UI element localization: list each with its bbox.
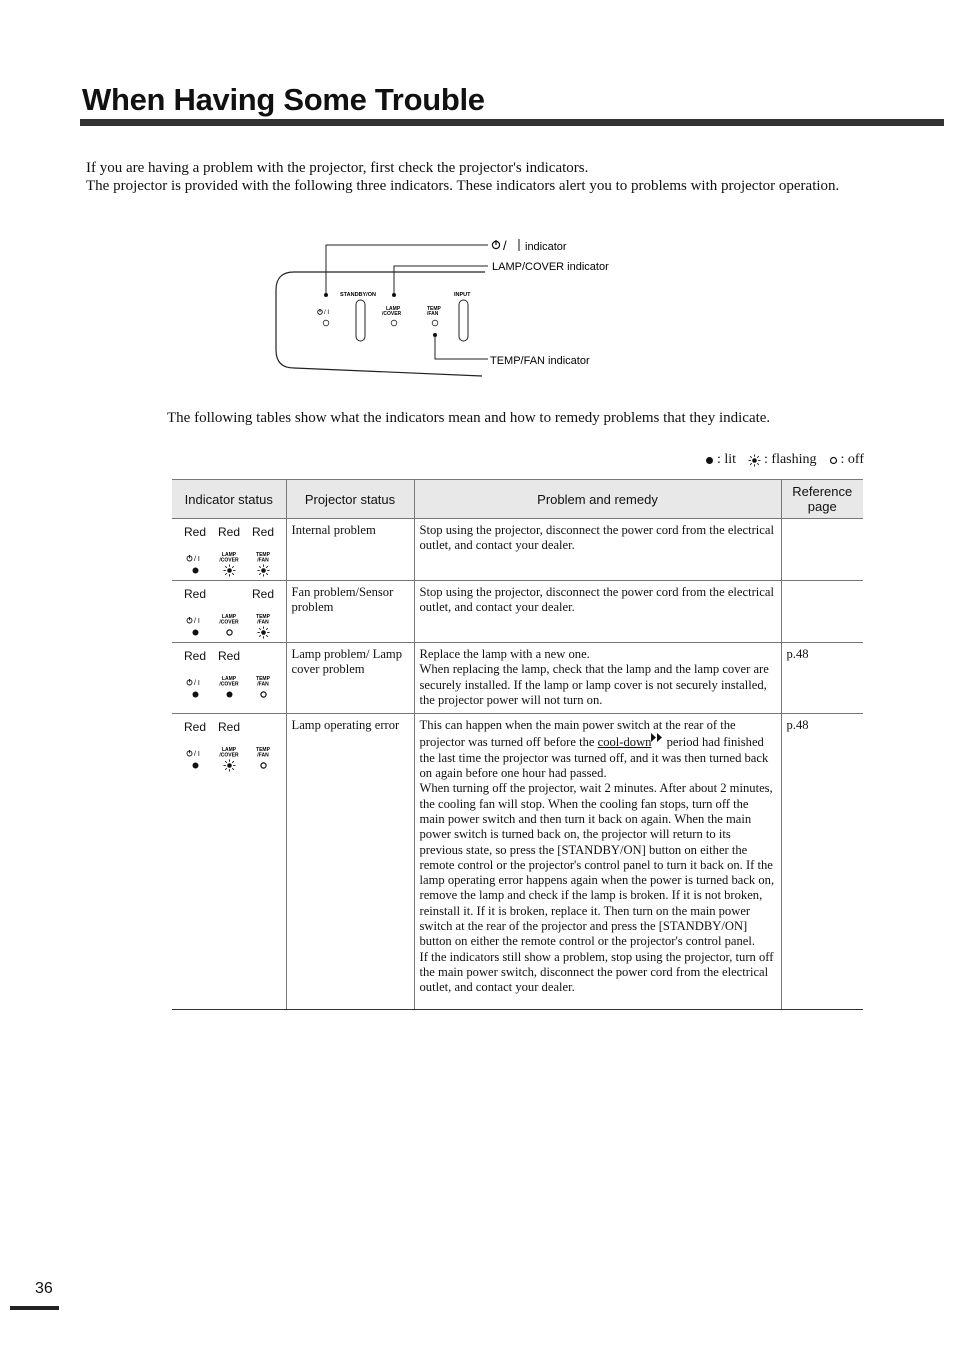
svg-text:/FAN: /FAN — [257, 681, 269, 687]
svg-text:/FAN: /FAN — [257, 619, 269, 625]
indicator-colour: Red — [217, 525, 240, 539]
problem-remedy-cell — [414, 643, 781, 714]
header-projector-status: Projector status — [286, 480, 414, 519]
indicator-status-cell — [172, 519, 286, 581]
lamp-leader-line — [394, 266, 488, 295]
temp-label-icon — [250, 551, 276, 563]
projector-status-cell: Lamp problem/ Lamp cover problem — [286, 643, 414, 714]
indicator-temp — [246, 525, 280, 577]
svg-text:/FAN: /FAN — [427, 311, 439, 317]
remedy-paragraph: If the indicators still show a problem, stop using the projector, turn off the main power switch, disconnect the power cord from the electrical outlet, and contact your dealer. — [419, 949, 774, 995]
power-icon — [186, 677, 204, 687]
power-icon — [186, 615, 204, 625]
projector-status-cell: Internal problem — [286, 519, 414, 581]
indicator-power — [178, 587, 212, 639]
svg-text:/COVER: /COVER — [382, 311, 402, 317]
legend-lit: : lit — [705, 452, 736, 468]
temp-label-icon — [250, 613, 276, 625]
flashing-icon — [223, 564, 236, 577]
svg-text:TEMP: TEMP — [256, 552, 270, 558]
svg-text:LAMP: LAMP — [221, 614, 237, 620]
indicator-state-lit — [178, 625, 212, 639]
indicator-state-off — [246, 758, 280, 772]
indicator-lamp — [212, 720, 246, 772]
lit-icon — [191, 566, 200, 575]
svg-text:/COVER: /COVER — [219, 681, 239, 687]
indicator-state-lit — [212, 687, 246, 701]
indicator-temp — [246, 587, 280, 639]
table-header-row — [172, 480, 863, 519]
panel-standby-button — [356, 300, 365, 341]
svg-text:/FAN: /FAN — [257, 752, 269, 759]
table-row — [172, 714, 863, 1010]
svg-text:TEMP: TEMP — [256, 614, 270, 620]
svg-text:/ I: / I — [194, 618, 200, 625]
tables-intro: The following tables show what the indicators mean and how to remedy problems that they indicate. — [167, 410, 771, 426]
glossary-arrow-icon — [651, 735, 663, 749]
temp-fan-indicator-label: TEMP/FAN indicator — [490, 355, 590, 367]
problem-remedy-cell — [414, 714, 781, 1010]
indicator-colour — [212, 587, 246, 605]
svg-text:/ I: / I — [194, 680, 200, 687]
indicator-status-cell — [172, 714, 286, 1010]
indicator-status-cell — [172, 581, 286, 643]
indicator-colour: Red — [217, 720, 240, 735]
reference-page-cell — [781, 519, 863, 581]
lit-icon — [705, 456, 714, 465]
lit-icon — [191, 628, 200, 637]
indicator-colour: Red — [217, 649, 240, 663]
svg-text:/ I: / I — [324, 310, 330, 316]
cool-down-link[interactable]: cool-down — [597, 735, 652, 750]
intro-line-1: If you are having a problem with the projector, first check the projector's indicators. — [86, 160, 589, 176]
indicator-status-cell — [172, 643, 286, 714]
indicator-state-lit — [178, 563, 212, 577]
svg-text:LAMP: LAMP — [221, 552, 237, 558]
remedy-paragraph: Replace the lamp with a new one. — [419, 647, 590, 661]
panel-lamp-lamp — [391, 320, 397, 326]
svg-text:/ I: / I — [194, 556, 200, 563]
title-rule — [80, 119, 944, 126]
power-icon — [186, 748, 204, 758]
reference-page-cell: p.48 — [781, 714, 863, 1010]
power-icon — [186, 553, 204, 563]
indicator-power — [178, 525, 212, 577]
indicator-state-flashing — [246, 563, 280, 577]
indicator-temp — [246, 649, 280, 701]
panel-input-button — [459, 300, 468, 341]
power-leader-line — [326, 245, 488, 295]
temp-label-icon — [250, 746, 276, 758]
panel-lamp-label: LAMP — [386, 306, 401, 312]
lamp-label-icon — [216, 613, 242, 625]
remedy-paragraph: When replacing the lamp, check that the lamp and the lamp cover are securely installed. If the lamp or lamp cover is not securely installed, the projector power will not turn on. — [419, 662, 769, 707]
intro-text — [86, 160, 846, 195]
lamp-label-icon — [216, 551, 242, 563]
indicator-colour — [246, 649, 280, 667]
legend-off: : off — [829, 452, 864, 468]
lamp-label-icon — [216, 675, 242, 687]
table-row — [172, 519, 863, 581]
panel-power-lamp — [323, 320, 329, 326]
indicator-colour: Red — [251, 587, 274, 601]
svg-text:/COVER: /COVER — [219, 752, 239, 759]
remedy-paragraph: Stop using the projector, disconnect the power cord from the electrical outlet, and contact your dealer. — [419, 523, 774, 553]
trouble-table — [172, 479, 863, 1010]
projector-status-cell: Lamp operating error — [286, 714, 414, 1010]
indicator-state-lit — [178, 758, 212, 772]
svg-text:LAMP: LAMP — [221, 747, 237, 754]
legend-flashing: : flashing — [748, 452, 817, 468]
indicator-state-flashing — [246, 625, 280, 639]
flashing-icon — [748, 454, 761, 467]
panel-temp-label: TEMP — [427, 306, 441, 312]
panel-power-icon — [318, 309, 330, 316]
problem-remedy-cell — [414, 581, 781, 643]
off-icon — [829, 456, 838, 465]
page-title: When Having Some Trouble — [82, 82, 485, 117]
projector-status-cell: Fan problem/Sensor problem — [286, 581, 414, 643]
svg-text:LAMP: LAMP — [221, 676, 237, 682]
indicator-colour: Red — [251, 525, 274, 539]
indicator-panel-diagram — [270, 232, 630, 382]
flashing-icon — [257, 564, 270, 577]
page-number: 36 — [35, 1280, 53, 1297]
svg-text:TEMP: TEMP — [256, 676, 270, 682]
indicator-state-flashing — [212, 758, 246, 772]
indicator-colour: Red — [183, 720, 206, 735]
indicator-colour: Red — [183, 587, 206, 601]
header-indicator-status: Indicator status — [172, 480, 286, 519]
reference-page-cell: p.48 — [781, 643, 863, 714]
flashing-icon — [257, 626, 270, 639]
off-icon — [259, 690, 268, 699]
indicator-state-off — [212, 625, 246, 639]
reference-page-cell — [781, 581, 863, 643]
indicator-lamp — [212, 587, 246, 639]
remedy-paragraph: This can happen when the main power switch at the rear of the projector was turned off before the cool-down period had finished the last time the projector was turned off, and it was then turned back on again before one hour had passed. — [419, 718, 769, 781]
svg-text:/: / — [503, 238, 507, 253]
off-icon — [259, 761, 268, 770]
indicator-colour — [246, 720, 280, 738]
indicator-lamp — [212, 525, 246, 577]
power-indicator-callout — [492, 238, 567, 253]
panel-temp-lamp — [432, 320, 438, 326]
indicator-power — [178, 720, 212, 772]
header-reference-page: Reference page — [781, 480, 863, 519]
svg-text:/COVER: /COVER — [219, 557, 239, 563]
legend — [697, 452, 864, 468]
remedy-paragraph: When turning off the projector, wait 2 minutes. After about 2 minutes, the cooling fan will stop. When the cooling fan stops, turn off the main power switch and then turn it back on again. When the main power switch is turned back on, the projector will return to its previous state, so press the [STANDBY/ON] button on either the remote control or the projector's control panel to turn it back on. If the lamp operating error happens again when the power is turned back on, remove the lamp and check if the lamp is broken. If it is not broken, reinstall it. If it is broken, replace it. Then turn on the main power switch at the rear of the projector and press the [STANDBY/ON] button on either the remote control or the projector's control panel. — [419, 781, 775, 949]
indicator-state-flashing — [212, 563, 246, 577]
svg-text:/FAN: /FAN — [257, 557, 269, 563]
intro-line-2: The projector is provided with the following three indicators. These indicators alert you to problems with projector operation. — [86, 177, 840, 194]
indicator-temp — [246, 720, 280, 772]
panel-input-label: INPUT — [454, 292, 471, 298]
indicator-colour: Red — [183, 525, 206, 539]
header-problem-remedy: Problem and remedy — [414, 480, 781, 519]
power-indicator-label: indicator — [525, 241, 567, 253]
lamp-label-icon — [216, 746, 242, 758]
lit-icon — [225, 690, 234, 699]
lit-icon — [191, 690, 200, 699]
off-icon — [225, 628, 234, 637]
svg-text:/ I: / I — [194, 751, 200, 759]
lamp-cover-indicator-label: LAMP/COVER indicator — [492, 261, 609, 273]
flashing-icon — [223, 759, 236, 772]
table-row — [172, 643, 863, 714]
svg-text:TEMP: TEMP — [256, 747, 270, 754]
problem-remedy-cell — [414, 519, 781, 581]
indicator-colour: Red — [183, 649, 206, 663]
indicator-state-lit — [178, 687, 212, 701]
panel-outline — [276, 272, 485, 376]
remedy-paragraph: Stop using the projector, disconnect the power cord from the electrical outlet, and contact your dealer. — [419, 585, 774, 615]
temp-label-icon — [250, 675, 276, 687]
lit-icon — [191, 761, 200, 770]
indicator-power — [178, 649, 212, 701]
page-number-rule — [10, 1306, 59, 1310]
indicator-state-off — [246, 687, 280, 701]
panel-standby-label: STANDBY/ON — [340, 292, 376, 298]
table-row — [172, 581, 863, 643]
indicator-lamp — [212, 649, 246, 701]
svg-text:/COVER: /COVER — [219, 619, 239, 625]
